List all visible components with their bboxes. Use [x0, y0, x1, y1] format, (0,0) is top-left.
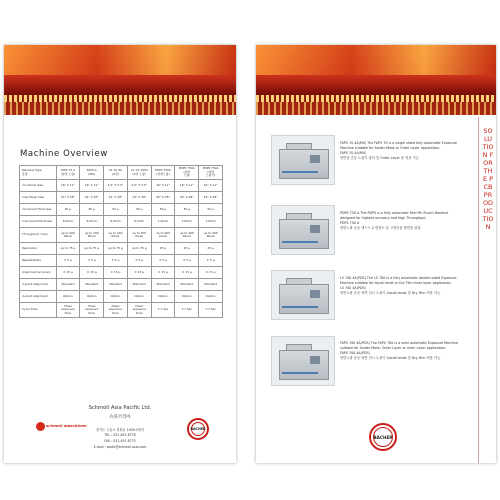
table-cell: 6.0mm: [127, 216, 151, 228]
table-header-cell: PDPS 750A (양면 노광): [175, 166, 199, 180]
company-name-korean: 슈몰코리아: [109, 415, 131, 420]
table-cell: 6.0mm: [80, 216, 104, 228]
table-cell: 50 µ: [199, 204, 223, 216]
machine-accent: [282, 171, 318, 173]
table-row-label: Cycle time: [20, 303, 57, 318]
table-cell: 16" X 11": [56, 180, 80, 192]
table-cell: Option: [127, 291, 151, 303]
table-cell: up to 200 Panel: [56, 228, 80, 243]
table-cell: 50 µ: [80, 204, 104, 216]
orange-banner-graphic: [4, 45, 236, 115]
table-cell: 25 µ: [199, 243, 223, 255]
table-cell: ± 5 µ: [104, 255, 128, 267]
table-row: [20, 192, 223, 204]
table-header-cell: LS 7G 4A (2면): [104, 166, 128, 180]
right-brochure-page: [256, 45, 496, 463]
table-cell: 16" X 11": [199, 180, 223, 192]
table-cell: Standard: [127, 279, 151, 291]
table-cell: up to 200 Panel: [127, 228, 151, 243]
table-cell: ± 5 µ: [127, 255, 151, 267]
table-cell: 4.5" X 5.5": [104, 180, 128, 192]
banner-strip: [256, 95, 496, 102]
table-row-label: 4-point alignment: [20, 291, 57, 303]
machine-accent: [282, 306, 318, 308]
table-row-label: min Panel Size: [20, 180, 57, 192]
product-model: FAPS 70 4A(MS): [340, 151, 367, 155]
table-row-label: Alignment accuracy: [20, 267, 57, 279]
bacher-logo-text: BACHER: [190, 427, 206, 431]
company-address: 경기도 시흥시 정왕동 1409-2번지: [95, 428, 145, 432]
table-header-cell: PDPS 750A (양면노광): [151, 166, 175, 180]
machine-body: [279, 149, 329, 179]
table-cell: 50 µ: [127, 204, 151, 216]
table-cell: ± 15 µ: [199, 267, 223, 279]
bacher-logo: [369, 423, 397, 451]
table-cell: Standard: [151, 279, 175, 291]
table-cell: ± 5 µ: [56, 255, 80, 267]
table-row-label: 2-point alignment: [20, 279, 57, 291]
table-cell: up to 75 µ: [104, 243, 128, 255]
schmoll-logo-text: schmoll maschinen: [46, 423, 87, 428]
product-description-en: FAPS 700 4A(PDS) The FAPS 700 is a semi automatic Exposure Machine suitable for Solder Mask, Outer Layer or Inner Layer application.: [340, 341, 458, 350]
table-header-cell: FAPS 15 A (양면 노광): [56, 166, 80, 180]
product-description-ko: 양면노광 순동 양면 전시 노광기 Liquid resist 및 Dry Film 적용 가능: [340, 356, 441, 360]
schmoll-logo-mark: [36, 422, 45, 431]
table-cell: 24" X 28": [56, 192, 80, 204]
table-cell: up to 200 Panel: [80, 228, 104, 243]
table-row: [20, 228, 223, 243]
table-cell: 50 µ: [175, 204, 199, 216]
table-row: [20, 216, 223, 228]
machine-overview-table: [19, 165, 223, 318]
table-cell: 16" X 11": [175, 180, 199, 192]
table-cell: Standard: [80, 279, 104, 291]
table-cell: 16" X 11": [80, 180, 104, 192]
machine-body: [279, 219, 329, 249]
table-cell: Standard: [175, 279, 199, 291]
side-vertical-band: [478, 117, 496, 463]
machine-photo-4: [271, 336, 335, 386]
table-cell: ± 15 µ: [127, 267, 151, 279]
table-row: [20, 303, 223, 318]
product-model: FAPS 700 4A(PDS): [340, 351, 370, 355]
table-cell: Standard: [199, 279, 223, 291]
product-description-ko: 양면을 순동 노광기 솔더 및 Outer Layer 용 적용 가능: [340, 156, 419, 160]
table-row: [20, 279, 223, 291]
product-model: PDPS 750 A: [340, 221, 360, 225]
table-row: [20, 243, 223, 255]
table-row: [20, 255, 223, 267]
table-row: [20, 267, 223, 279]
table-cell: 7.7 Sec: [199, 303, 223, 318]
machine-body: [279, 284, 329, 314]
table-row-label: Repeatability: [20, 255, 57, 267]
table-header-cell: FAPS-A (MS): [80, 166, 104, 180]
table-cell: 1.6mm: [151, 216, 175, 228]
product-description-ko: 양면노광 순동 앤드드 2 명정도 및 고생산을 방면을 위함: [340, 226, 421, 230]
table-cell: Option: [104, 291, 128, 303]
product-description-3: [340, 276, 460, 296]
table-row-label: Resolution: [20, 243, 57, 255]
table-row-label: max Panel Size: [20, 192, 57, 204]
product-description-en: LS 700 4A(PDS) The LS 700 is a fully automatic double-sided Exposure Machine suitable for liquid resist or Dry Film Inner layer application.: [340, 276, 457, 285]
banner-strip: [4, 95, 236, 102]
machine-accent: [282, 241, 318, 243]
table-header-cell: Machine Type 품명: [20, 166, 57, 180]
company-email: E-mail : sepkr@schmoll-asia.com: [93, 445, 147, 449]
product-description-1: [340, 141, 460, 161]
table-cell: 24" X 28": [104, 192, 128, 204]
machine-photo-1: [271, 135, 335, 185]
table-cell: Option: [175, 291, 199, 303]
table-cell: 15sec exposure time: [104, 303, 128, 318]
table-cell: 7.7 Sec: [151, 303, 175, 318]
table-cell: up to 400 panel: [151, 228, 175, 243]
product-description-ko: 양면노광 순동 양면 전시 노광기 Liquid resist 및 Dry Film 적용 가능: [340, 291, 441, 295]
table-cell: 1.6mm: [175, 216, 199, 228]
product-description-en: FAPS 70 4A(MS) The FAPS 70 is a single sided fully automatic Exposure Machine suitable for Solder Mask or Outer Layer application.: [340, 141, 458, 150]
table-cell: 50 µ: [104, 204, 128, 216]
product-description-2: [340, 211, 460, 231]
orange-banner-graphic: [256, 45, 496, 115]
machine-panel: [310, 356, 320, 364]
table-cell: 24" X 28": [175, 192, 199, 204]
table-cell: 4.5" X 5.5": [127, 180, 151, 192]
table-cell: 24" X 28": [80, 192, 104, 204]
table-cell: 6.0mm: [56, 216, 80, 228]
table-cell: up to 400 Panel: [199, 228, 223, 243]
table-cell: ± 15 µ: [104, 267, 128, 279]
machine-panel: [310, 155, 320, 163]
table-cell: 7.7 Sec: [175, 303, 199, 318]
table-cell: ± 15 µ: [175, 267, 199, 279]
table-cell: ± 5 µ: [151, 255, 175, 267]
table-header-cell: PDPS 750A (양면 노광기): [199, 166, 223, 180]
table-cell: Standard: [56, 279, 80, 291]
table-row-label: max board thickness: [20, 216, 57, 228]
company-name: Schmoll Asia Pacific Ltd.: [88, 405, 152, 411]
side-vertical-text: SOLUTION FOR THE PCB PRODUCTION: [482, 127, 494, 231]
table-cell: up to 400 Panel: [175, 228, 199, 243]
table-row: [20, 180, 223, 192]
table-row: [20, 204, 223, 216]
table-header-row: [20, 166, 223, 180]
table-cell: Option: [56, 291, 80, 303]
table-cell: 25 µ: [175, 243, 199, 255]
product-model: LS 700 4A(PDS): [340, 286, 366, 290]
table-cell: ± 5 µ: [175, 255, 199, 267]
table-cell: 50 µ: [151, 204, 175, 216]
table-header-cell: LS 7G 1000 (2면 노광): [127, 166, 151, 180]
table-cell: ± 15 µ: [80, 267, 104, 279]
table-cell: 24" X 28": [127, 192, 151, 204]
table-cell: Option: [80, 291, 104, 303]
table-cell: up to 75 µ: [127, 243, 151, 255]
table-cell: Standard: [104, 279, 128, 291]
table-row: [20, 291, 223, 303]
machine-body: [279, 350, 329, 380]
bacher-logo: [187, 418, 209, 440]
machine-accent: [282, 372, 318, 374]
machine-panel: [310, 290, 320, 298]
company-tel: TEL : 031-497-8778: [104, 433, 136, 437]
company-fax: FAX : 031-497-8775: [104, 439, 136, 443]
table-cell: 16" X 11": [151, 180, 175, 192]
machine-panel: [310, 225, 320, 233]
table-cell: 75sec exposure time: [80, 303, 104, 318]
table-cell: 24" X 28": [199, 192, 223, 204]
table-cell: ± 5 µ: [199, 255, 223, 267]
table-cell: up to 75 µ: [80, 243, 104, 255]
table-cell: 75sec exposure time: [56, 303, 80, 318]
table-row-label: min board thickness: [20, 204, 57, 216]
table-cell: 25 µ: [151, 243, 175, 255]
table-cell: Option: [151, 291, 175, 303]
table-cell: 50 µ: [56, 204, 80, 216]
product-description-en: PDPS 750 A The PDPS is a fully automatic Peel Pin Punch Machine designed for highest accuracy and high Throughput.: [340, 211, 449, 220]
product-description-4: [340, 341, 460, 361]
left-brochure-page: [4, 45, 236, 463]
page-title: Machine Overview: [20, 149, 108, 159]
table-row-label: Throughput / hour: [20, 228, 57, 243]
table-cell: 1.6mm: [199, 216, 223, 228]
table-cell: Option: [199, 291, 223, 303]
table-cell: 26" X 28": [151, 192, 175, 204]
table-cell: up to 75 µ: [56, 243, 80, 255]
schmoll-logo: [36, 419, 87, 437]
table-cell: ± 5 µ: [80, 255, 104, 267]
table-cell: 6.0mm: [104, 216, 128, 228]
bacher-logo-text: BACHER: [373, 435, 393, 440]
machine-photo-3: [271, 270, 335, 320]
table-cell: ± 15 µ: [56, 267, 80, 279]
table-cell: 15sec exposure time: [127, 303, 151, 318]
table-cell: up to 200 Panel: [104, 228, 128, 243]
machine-photo-2: [271, 205, 335, 255]
table-cell: ± 15 µ: [151, 267, 175, 279]
